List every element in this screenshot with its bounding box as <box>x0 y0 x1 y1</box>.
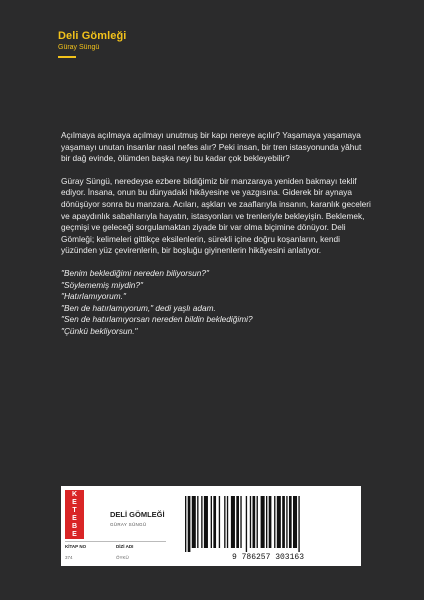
barcode-bar <box>185 496 186 552</box>
barcode-bar <box>213 496 216 548</box>
isbn-digits: 9 786257 303163 <box>231 553 305 562</box>
publisher-logo <box>65 490 84 539</box>
dizi-adi-label: DİZİ ADI <box>116 544 134 549</box>
dialogue-excerpt <box>61 268 371 338</box>
kitap-no-value: 374 <box>65 555 73 560</box>
barcode-bar <box>231 496 235 548</box>
logo-letter: E <box>72 498 77 506</box>
dialogue-line: "Sen de hatırlamıyorsan nereden bildin beklediğimi? <box>61 314 253 325</box>
barcode-bar <box>274 496 275 548</box>
barcode-bar <box>204 496 208 548</box>
label-divider <box>65 541 166 542</box>
barcode-bar <box>257 496 258 548</box>
barcode-bar <box>236 496 239 548</box>
barcode-bar <box>289 496 292 548</box>
logo-letter: B <box>71 522 78 530</box>
blurb-paragraph-2: Güray Süngü, neredeyse ezbere bildiğimiz bir manzaraya yeniden bakmayı teklif ediyor. İnsana, onun bu dünyadaki hikâyesine ve yazgısına. Giderek bir aynaya dönüşüyor sonra bu manzara. Acıları, aşkları ve zaaflarıyla insanın, karanlık geceleri ve apaydınlık sabahlarıyla hayatın, istasyonları ve trenleriyle bekleyişin. Beklemek, geçmişi ve geleceği sorgulamaktan ziyade bir var olma biçimine dönüyor. Deli Gömleği; kelimeleri gittikçe eksilenlerin, sürekli içine doğru koşanların, kendi yüzünden yüz çevirenlerin, bir boşluğu giyinenlerin hikâyesini anlatıyor. <box>61 175 371 256</box>
dialogue-line: "Ben de hatırlamıyorum," dedi yaşlı adam. <box>61 302 216 313</box>
publisher-label-card <box>61 486 361 566</box>
barcode <box>173 490 357 562</box>
logo-letter: K <box>71 490 78 498</box>
barcode-bar <box>286 496 287 548</box>
barcode-bar <box>211 496 212 548</box>
barcode-bar <box>277 496 281 548</box>
dialogue-line: "Çünkü bekliyorsun." <box>61 325 138 336</box>
barcode-bar <box>298 496 299 552</box>
barcode-bar <box>250 496 251 548</box>
barcode-bar <box>266 496 267 548</box>
barcode-bar <box>219 496 220 548</box>
label-book-title: DELİ GÖMLEĞİ <box>110 510 165 519</box>
barcode-bar <box>227 496 228 548</box>
cover-author: Güray Süngü <box>58 44 100 51</box>
barcode-bar <box>197 496 198 548</box>
label-book-author: GÜRAY SÜNGÜ <box>110 522 147 527</box>
barcode-bar <box>253 496 256 548</box>
barcode-bar <box>201 496 202 548</box>
barcode-bar <box>224 496 225 548</box>
accent-line <box>58 56 76 58</box>
logo-letter: T <box>72 506 77 514</box>
barcode-bar <box>192 496 196 548</box>
barcode-bar <box>282 496 285 548</box>
dialogue-line: "Benim beklediğimi nereden biliyorsun?" <box>61 267 209 278</box>
logo-letter: E <box>72 514 77 522</box>
back-cover-blurb <box>61 130 371 338</box>
barcode-bar <box>293 496 297 548</box>
barcode-graphic <box>173 490 357 562</box>
barcode-bar <box>188 496 191 552</box>
dialogue-line: "Söylememiş miydin?" <box>61 279 143 290</box>
barcode-bar <box>240 496 241 548</box>
barcode-bar <box>269 496 272 548</box>
logo-letter: E <box>72 530 77 538</box>
cover-title: Deli Gömleği <box>58 30 127 42</box>
blurb-paragraph-1: Açılmaya açılmaya açılmayı unutmuş bir kapı nereye açılır? Yaşamaya yaşamaya yaşamayı unutan insanlar nasıl nefes alır? Peki insan, bir tren istasyonunda yâhut bir dağ evinde, ölümden başka neyi bu kadar çok bekleyebilir? <box>61 130 362 164</box>
barcode-bar <box>261 496 265 548</box>
kitap-no-label: KİTAP NO <box>65 544 87 549</box>
barcode-bar <box>246 496 247 552</box>
dizi-adi-value: ÖYKÜ <box>116 555 129 560</box>
dialogue-line: "Hatırlamıyorum." <box>61 291 126 302</box>
